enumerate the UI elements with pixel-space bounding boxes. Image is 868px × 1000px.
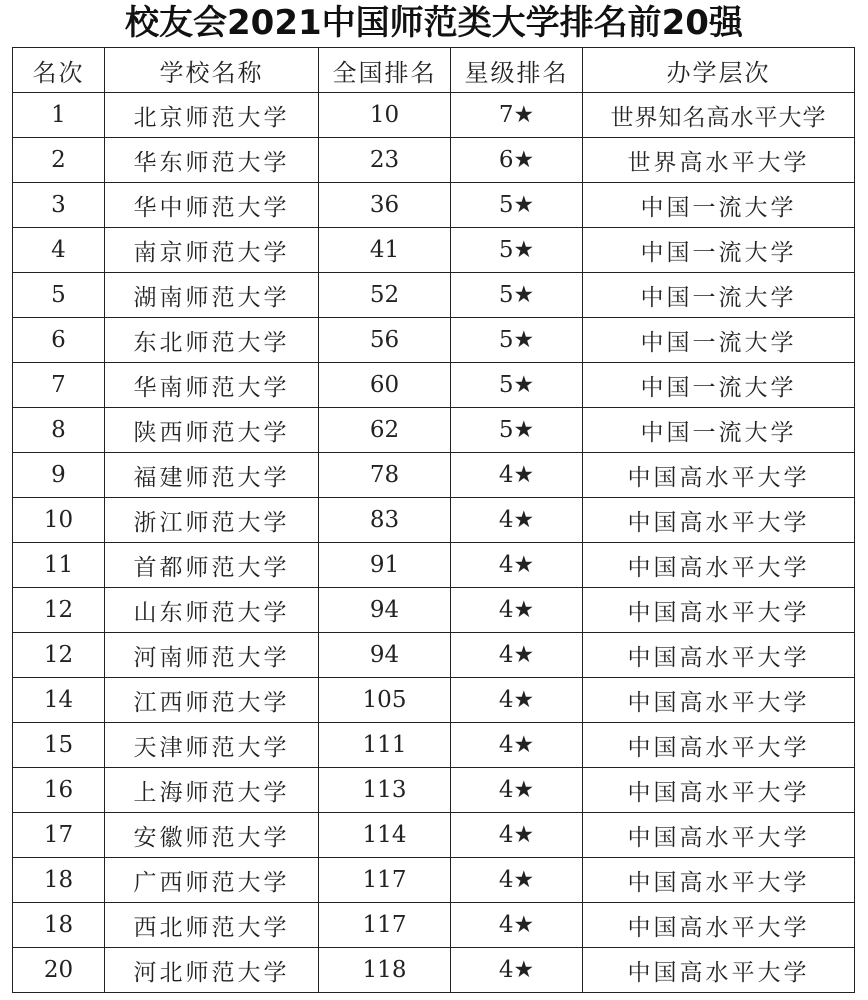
school-name-cell: 陕西师范大学 <box>105 408 319 453</box>
table-row <box>13 543 855 588</box>
national-rank-cell: 60 <box>319 363 451 408</box>
school-name-cell: 江西师范大学 <box>105 678 319 723</box>
national-rank-cell: 114 <box>319 813 451 858</box>
school-name-cell: 华东师范大学 <box>105 138 319 183</box>
rank-cell: 8 <box>13 408 105 453</box>
table-row <box>13 723 855 768</box>
rank-cell: 4 <box>13 228 105 273</box>
national-rank-cell: 117 <box>319 858 451 903</box>
star-rank-cell: 4★ <box>451 498 583 543</box>
table-row <box>13 633 855 678</box>
star-rank-cell: 5★ <box>451 318 583 363</box>
national-rank-cell: 105 <box>319 678 451 723</box>
level-cell: 中国高水平大学 <box>583 453 855 498</box>
level-cell: 世界知名高水平大学 <box>583 93 855 138</box>
rank-cell: 14 <box>13 678 105 723</box>
level-cell: 中国高水平大学 <box>583 768 855 813</box>
star-rank-cell: 5★ <box>451 408 583 453</box>
level-cell: 中国高水平大学 <box>583 858 855 903</box>
star-rank-cell: 5★ <box>451 183 583 228</box>
star-rank-cell: 4★ <box>451 768 583 813</box>
header-national-rank: 全国排名 <box>319 48 451 93</box>
national-rank-cell: 56 <box>319 318 451 363</box>
school-name-cell: 湖南师范大学 <box>105 273 319 318</box>
table-header-row <box>13 48 855 93</box>
school-name-cell: 南京师范大学 <box>105 228 319 273</box>
star-rank-cell: 4★ <box>451 678 583 723</box>
rank-cell: 3 <box>13 183 105 228</box>
table-row <box>13 183 855 228</box>
national-rank-cell: 52 <box>319 273 451 318</box>
rank-cell: 20 <box>13 948 105 993</box>
star-rank-cell: 4★ <box>451 858 583 903</box>
rank-cell: 10 <box>13 498 105 543</box>
table-row <box>13 858 855 903</box>
star-rank-cell: 4★ <box>451 543 583 588</box>
level-cell: 中国高水平大学 <box>583 723 855 768</box>
table-row <box>13 588 855 633</box>
table-row <box>13 228 855 273</box>
school-name-cell: 安徽师范大学 <box>105 813 319 858</box>
header-star-rank: 星级排名 <box>451 48 583 93</box>
star-rank-cell: 5★ <box>451 273 583 318</box>
national-rank-cell: 10 <box>319 93 451 138</box>
rank-cell: 17 <box>13 813 105 858</box>
school-name-cell: 河南师范大学 <box>105 633 319 678</box>
level-cell: 中国高水平大学 <box>583 498 855 543</box>
national-rank-cell: 94 <box>319 588 451 633</box>
national-rank-cell: 94 <box>319 633 451 678</box>
star-rank-cell: 4★ <box>451 453 583 498</box>
level-cell: 中国高水平大学 <box>583 948 855 993</box>
national-rank-cell: 113 <box>319 768 451 813</box>
school-name-cell: 天津师范大学 <box>105 723 319 768</box>
table-row <box>13 948 855 993</box>
school-name-cell: 西北师范大学 <box>105 903 319 948</box>
national-rank-cell: 111 <box>319 723 451 768</box>
rank-cell: 12 <box>13 588 105 633</box>
level-cell: 中国高水平大学 <box>583 903 855 948</box>
rank-cell: 16 <box>13 768 105 813</box>
school-name-cell: 北京师范大学 <box>105 93 319 138</box>
rank-cell: 18 <box>13 903 105 948</box>
level-cell: 中国一流大学 <box>583 363 855 408</box>
rank-cell: 7 <box>13 363 105 408</box>
national-rank-cell: 41 <box>319 228 451 273</box>
school-name-cell: 首都师范大学 <box>105 543 319 588</box>
ranking-table <box>12 47 855 993</box>
school-name-cell: 华南师范大学 <box>105 363 319 408</box>
table-row <box>13 903 855 948</box>
star-rank-cell: 4★ <box>451 813 583 858</box>
national-rank-cell: 36 <box>319 183 451 228</box>
level-cell: 中国高水平大学 <box>583 813 855 858</box>
table-row <box>13 273 855 318</box>
national-rank-cell: 62 <box>319 408 451 453</box>
star-rank-cell: 4★ <box>451 633 583 678</box>
rank-cell: 6 <box>13 318 105 363</box>
table-row <box>13 408 855 453</box>
national-rank-cell: 78 <box>319 453 451 498</box>
star-rank-cell: 7★ <box>451 93 583 138</box>
star-rank-cell: 4★ <box>451 948 583 993</box>
level-cell: 中国高水平大学 <box>583 543 855 588</box>
school-name-cell: 华中师范大学 <box>105 183 319 228</box>
rank-cell: 11 <box>13 543 105 588</box>
table-row <box>13 93 855 138</box>
school-name-cell: 山东师范大学 <box>105 588 319 633</box>
rank-cell: 15 <box>13 723 105 768</box>
national-rank-cell: 83 <box>319 498 451 543</box>
school-name-cell: 上海师范大学 <box>105 768 319 813</box>
school-name-cell: 浙江师范大学 <box>105 498 319 543</box>
star-rank-cell: 5★ <box>451 363 583 408</box>
level-cell: 中国高水平大学 <box>583 678 855 723</box>
rank-cell: 12 <box>13 633 105 678</box>
table-row <box>13 498 855 543</box>
level-cell: 世界高水平大学 <box>583 138 855 183</box>
national-rank-cell: 118 <box>319 948 451 993</box>
table-row <box>13 813 855 858</box>
table-row <box>13 453 855 498</box>
rank-cell: 18 <box>13 858 105 903</box>
level-cell: 中国一流大学 <box>583 318 855 363</box>
table-row <box>13 138 855 183</box>
star-rank-cell: 4★ <box>451 723 583 768</box>
school-name-cell: 广西师范大学 <box>105 858 319 903</box>
header-school: 学校名称 <box>105 48 319 93</box>
national-rank-cell: 23 <box>319 138 451 183</box>
star-rank-cell: 5★ <box>451 228 583 273</box>
rank-cell: 2 <box>13 138 105 183</box>
level-cell: 中国高水平大学 <box>583 588 855 633</box>
school-name-cell: 福建师范大学 <box>105 453 319 498</box>
level-cell: 中国高水平大学 <box>583 633 855 678</box>
school-name-cell: 河北师范大学 <box>105 948 319 993</box>
school-name-cell: 东北师范大学 <box>105 318 319 363</box>
level-cell: 中国一流大学 <box>583 183 855 228</box>
national-rank-cell: 117 <box>319 903 451 948</box>
header-rank: 名次 <box>13 48 105 93</box>
level-cell: 中国一流大学 <box>583 273 855 318</box>
table-row <box>13 363 855 408</box>
national-rank-cell: 91 <box>319 543 451 588</box>
rank-cell: 9 <box>13 453 105 498</box>
table-row <box>13 768 855 813</box>
level-cell: 中国一流大学 <box>583 228 855 273</box>
header-level: 办学层次 <box>583 48 855 93</box>
rank-cell: 1 <box>13 93 105 138</box>
star-rank-cell: 6★ <box>451 138 583 183</box>
rank-cell: 5 <box>13 273 105 318</box>
table-row <box>13 318 855 363</box>
page-title: 校友会2021中国师范类大学排名前20强 <box>125 3 743 43</box>
star-rank-cell: 4★ <box>451 588 583 633</box>
table-body <box>13 93 855 993</box>
table-row <box>13 678 855 723</box>
level-cell: 中国一流大学 <box>583 408 855 453</box>
star-rank-cell: 4★ <box>451 903 583 948</box>
